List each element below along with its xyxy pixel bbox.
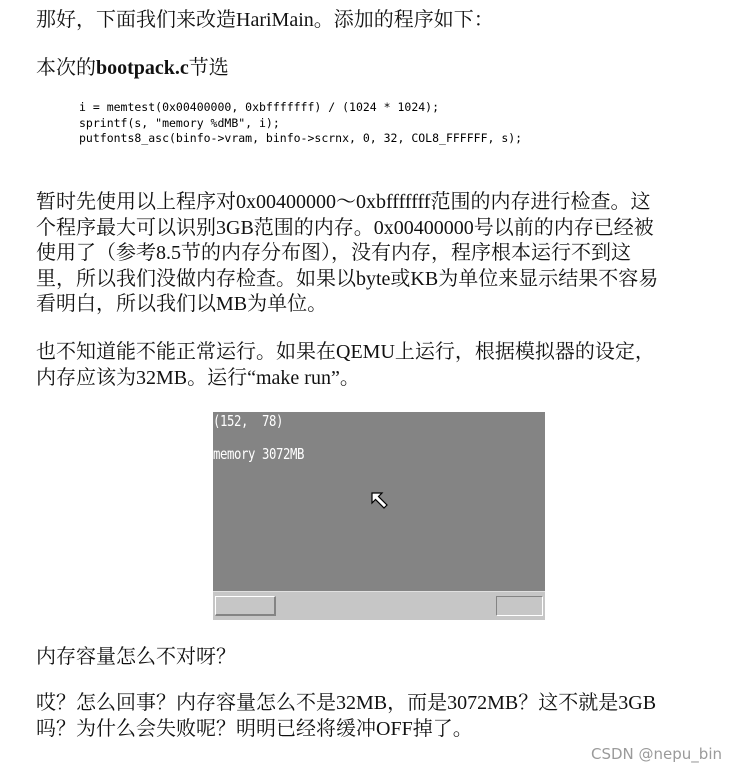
code-line-3: putfonts8_asc(binfo->vram, binfo->scrnx, 0, 32, COL8_FFFFFF, s); (79, 131, 523, 145)
memory-readout: memory 3072MB (213, 445, 304, 463)
emulator-screenshot (213, 412, 545, 620)
explanation-line-5: 看明白，所以我们以MB为单位。 (36, 293, 328, 315)
code-line-1: i = memtest(0x00400000, 0xbfffffff) / (1024 * 1024); (79, 100, 440, 114)
section-prefix: 本次的 (36, 57, 96, 79)
question-text: 内存容量怎么不对呀？ (36, 646, 236, 668)
code-block (79, 100, 522, 147)
mouse-coordinates-readout: (152, 78) (213, 412, 283, 430)
section-file-name: bootpack.c (96, 57, 189, 79)
taskbar (213, 591, 545, 620)
run-line-1: 也不知道能不能正常运行。如果在QEMU上运行，根据模拟器的设定， (36, 341, 655, 363)
question-paragraph (36, 644, 236, 670)
run-paragraph (36, 339, 655, 391)
answer-paragraph (36, 690, 656, 742)
run-line-2: 内存应该为32MB。运行“make run”。 (36, 367, 360, 389)
code-line-2: sprintf(s, "memory %dMB", i); (79, 115, 280, 130)
intro-paragraph (36, 7, 494, 33)
explanation-line-2: 个程序最大可以识别3GB范围的内存。0x00400000号以前的内存已经被 (36, 216, 654, 239)
explanation-line-1: 暂时先使用以上程序对0x00400000～0xbfffffff范围的内存进行检查。这 (36, 191, 651, 213)
section-heading (36, 55, 229, 81)
intro-text: 那好，下面我们来改造HariMain。添加的程序如下： (36, 9, 494, 31)
mouse-cursor-icon (371, 492, 389, 510)
csdn-watermark: CSDN @nepu_bin (591, 745, 722, 763)
explanation-line-4: 里，所以我们没做内存检查。如果以byte或KB为单位来显示结果不容易 (36, 267, 659, 290)
explanation-paragraph (36, 190, 658, 318)
section-suffix: 节选 (188, 57, 229, 79)
answer-line-1: 哎？怎么回事？内存容量怎么不是32MB，而是3072MB？这不就是3GB (36, 692, 657, 714)
answer-line-2: 吗？为什么会失败呢？明明已经将缓冲OFF掉了。 (36, 718, 473, 740)
explanation-line-3: 使用了（参考8.5节的内存分布图），没有内存，程序根本运行不到这 (36, 242, 631, 264)
system-tray (496, 596, 543, 616)
start-button[interactable] (215, 596, 276, 616)
